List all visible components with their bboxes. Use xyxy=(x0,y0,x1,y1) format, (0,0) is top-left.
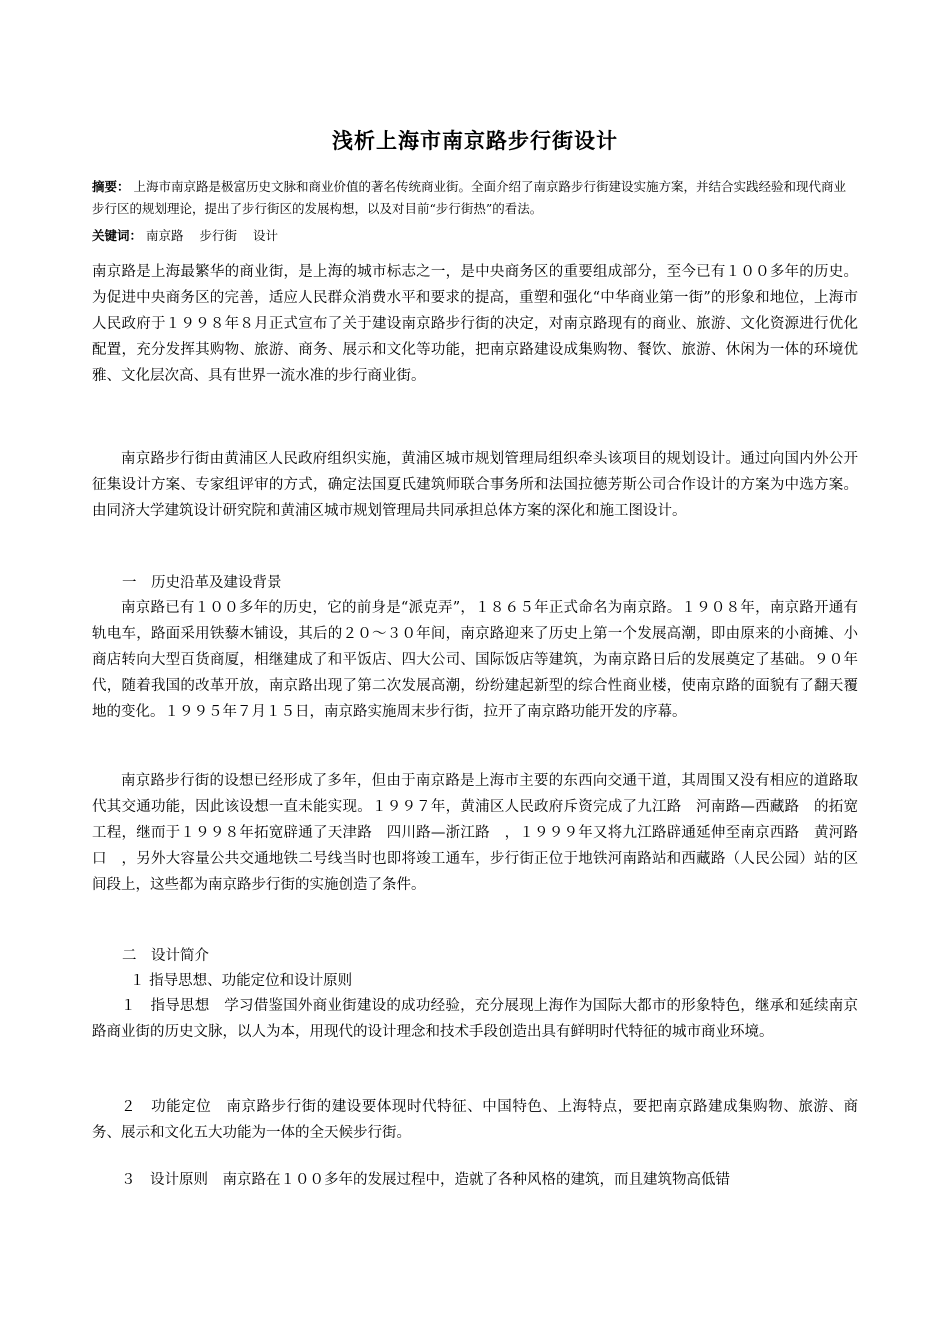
paragraph: 南京路已有１００多年的历史，它的前身是“派克弄”，１８６５年正式命名为南京路。１９０８年，南京路开通有轨电车，路面采用铁藜木铺设，其后的２０～３０年间，南京路迎来了历史上第一个发展高潮，即由原来的小商摊、小商店转向大型百货商厦，相继建成了和平饭店、四大公司、国际饭店等建筑，为南京路日后的发展奠定了基础。９０年代，随着我国的改革开放，南京路出现了第二次发展高潮，纷纷建起新型的综合性商业楼，使南京路的面貌有了翻天覆地的变化。１９９５年７月１５日，南京路实施周末步行街，拉开了南京路功能开发的序幕。 xyxy=(92,600,858,720)
document-title: 浅析上海市南京路步行街设计 xyxy=(332,129,618,153)
paragraph: ２ 功能定位 南京路步行街的建设要体现时代特征、中国特色、上海特点，要把南京路建成集购物、旅游、商务、展示和文化五大功能为一体的全天候步行街。 xyxy=(92,1099,858,1141)
subsection-heading: １ 指导思想、功能定位和设计原则 xyxy=(130,973,353,989)
paragraph: ３ 设计原则 南京路在１００多年的发展过程中，造就了各种风格的建筑，而且建筑物高低错 xyxy=(121,1172,730,1188)
paragraph: 南京路是上海最繁华的商业街，是上海的城市标志之一，是中央商务区的重要组成部分，至今已有１００多年的历史。为促进中央商务区的完善，适应人民群众消费水平和要求的提高，重塑和强化“中华商业第一街”的形象和地位，上海市人民政府于１９９８年８月正式宣布了关于建设南京路步行街的决定，对南京路现有的商业、旅游、文化资源进行优化配置，充分发挥其购物、旅游、商务、展示和文化等功能，把南京路建设成集购物、餐饮、旅游、休闲为一体的环境优雅、文化层次高、具有世界一流水准的步行商业街。 xyxy=(92,264,858,384)
paragraph: 南京路步行街由黄浦区人民政府组织实施，黄浦区城市规划管理局组织牵头该项目的规划设计。通过向国内外公开征集设计方案、专家组评审的方式，确定法国夏氏建筑师联合事务所和法国拉德芳斯公司合作设计的方案为中选方案。由同济大学建筑设计研究院和黄浦区城市规划管理局共同承担总体方案的深化和施工图设计。 xyxy=(92,451,858,519)
paragraph: 南京路步行街的设想已经形成了多年，但由于南京路是上海市主要的东西向交通干道，其周围又没有相应的道路取代其交通功能，因此该设想一直未能实现。１９９７年，黄浦区人民政府斥资完成了九江路 河南路—西藏路 的拓宽工程，继而于１９９８年拓宽辟通了天津路 四川路—浙江路 ，１９９９年又将九江路辟通延伸至南京西路 黄河路口 ，另外大容量公共交通地铁二号线当时也即将竣工通车，步行街正位于地铁河南路站和西藏路（人民公园）站的区间段上，这些都为南京路步行街的实施创造了条件。 xyxy=(92,773,858,893)
keyword-item: 设计 xyxy=(253,228,279,243)
section-heading: 一 历史沿革及建设背景 xyxy=(122,575,282,591)
keyword-item: 南京路 xyxy=(146,228,184,243)
paragraph: １ 指导思想 学习借鉴国外商业街建设的成功经验，充分展现上海作为国际大都市的形象特色，继承和延续南京路商业街的历史文脉，以人为本，用现代的设计理念和技术手段创造出具有鲜明时代特征的城市商业环境。 xyxy=(92,998,858,1040)
abstract-label: 摘要： xyxy=(92,179,130,194)
keywords-label: 关键词： xyxy=(92,228,143,243)
abstract-text: 上海市南京路是极富历史文脉和商业价值的著名传统商业街。全面介绍了南京路步行街建设实施方案，并结合实践经验和现代商业步行区的规划理论，提出了步行街区的发展构想，以及对目前“步行街热”的看法。 xyxy=(92,179,847,216)
keyword-item: 步行街 xyxy=(199,228,238,243)
section-heading: 二 设计简介 xyxy=(122,948,209,964)
abstract xyxy=(92,176,858,220)
keywords xyxy=(92,225,858,247)
